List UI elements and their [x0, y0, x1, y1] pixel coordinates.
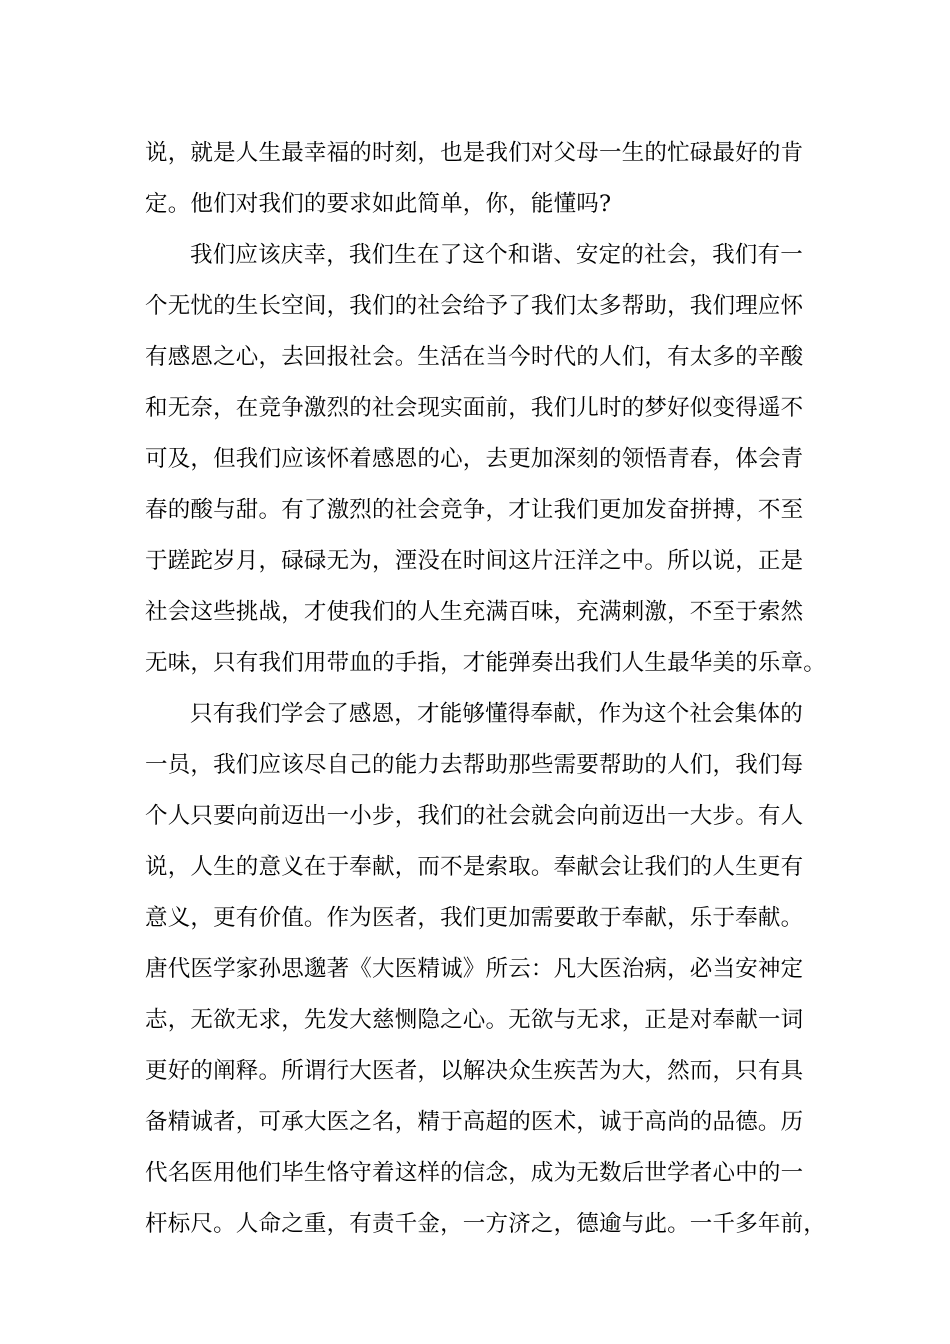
- body-text: [145, 128, 825, 1250]
- text-line: 更好的阐释。所谓行大医者，以解决众生疾苦为大，然而，只有具: [145, 1058, 804, 1084]
- text-line: 说，就是人生最幸福的时刻，也是我们对父母一生的忙碌最好的肯: [145, 140, 804, 166]
- text-line: 志，无欲无求，先发大慈恻隐之心。无欲与无求，正是对奉献一词: [145, 1007, 804, 1033]
- text-line: 意义，更有价值。作为医者，我们更加需要敢于奉献，乐于奉献。: [145, 905, 804, 931]
- text-line: 杆标尺。人命之重，有责千金，一方济之，德逾与此。一千多年前，: [145, 1211, 827, 1237]
- text-line: 和无奈，在竞争激烈的社会现实面前，我们儿时的梦好似变得遥不: [145, 395, 804, 421]
- paragraph-start-line: 只有我们学会了感恩，才能够懂得奉献，作为这个社会集体的: [190, 701, 803, 727]
- text-line: 社会这些挑战，才使我们的人生充满百味，充满刺激，不至于索然: [145, 599, 804, 625]
- text-line: 唐代医学家孙思邈著《大医精诚》所云：凡大医治病，必当安神定: [145, 956, 804, 982]
- text-line: 定。他们对我们的要求如此简单，你，能懂吗?: [145, 191, 612, 217]
- text-line: 于蹉跎岁月，碌碌无为，湮没在时间这片汪洋之中。所以说，正是: [145, 548, 804, 574]
- paragraph-start-line: 我们应该庆幸，我们生在了这个和谐、安定的社会，我们有一: [190, 242, 803, 268]
- text-line: 个无忧的生长空间，我们的社会给予了我们太多帮助，我们理应怀: [145, 293, 804, 319]
- text-line: 春的酸与甜。有了激烈的社会竞争，才让我们更加发奋拼搏，不至: [145, 497, 804, 523]
- text-line: 有感恩之心，去回报社会。生活在当今时代的人们，有太多的辛酸: [145, 344, 804, 370]
- text-line: 可及，但我们应该怀着感恩的心，去更加深刻的领悟青春，体会青: [145, 446, 804, 472]
- text-line: 个人只要向前迈出一小步，我们的社会就会向前迈出一大步。有人: [145, 803, 804, 829]
- text-line: 一员，我们应该尽自己的能力去帮助那些需要帮助的人们，我们每: [145, 752, 804, 778]
- text-line: 无味，只有我们用带血的手指，才能弹奏出我们人生最华美的乐章。: [145, 650, 827, 676]
- text-line: 说，人生的意义在于奉献，而不是索取。奉献会让我们的人生更有: [145, 854, 804, 880]
- text-line: 备精诚者，可承大医之名，精于高超的医术，诚于高尚的品德。历: [145, 1109, 804, 1135]
- text-line: 代名医用他们毕生恪守着这样的信念，成为无数后世学者心中的一: [145, 1160, 804, 1186]
